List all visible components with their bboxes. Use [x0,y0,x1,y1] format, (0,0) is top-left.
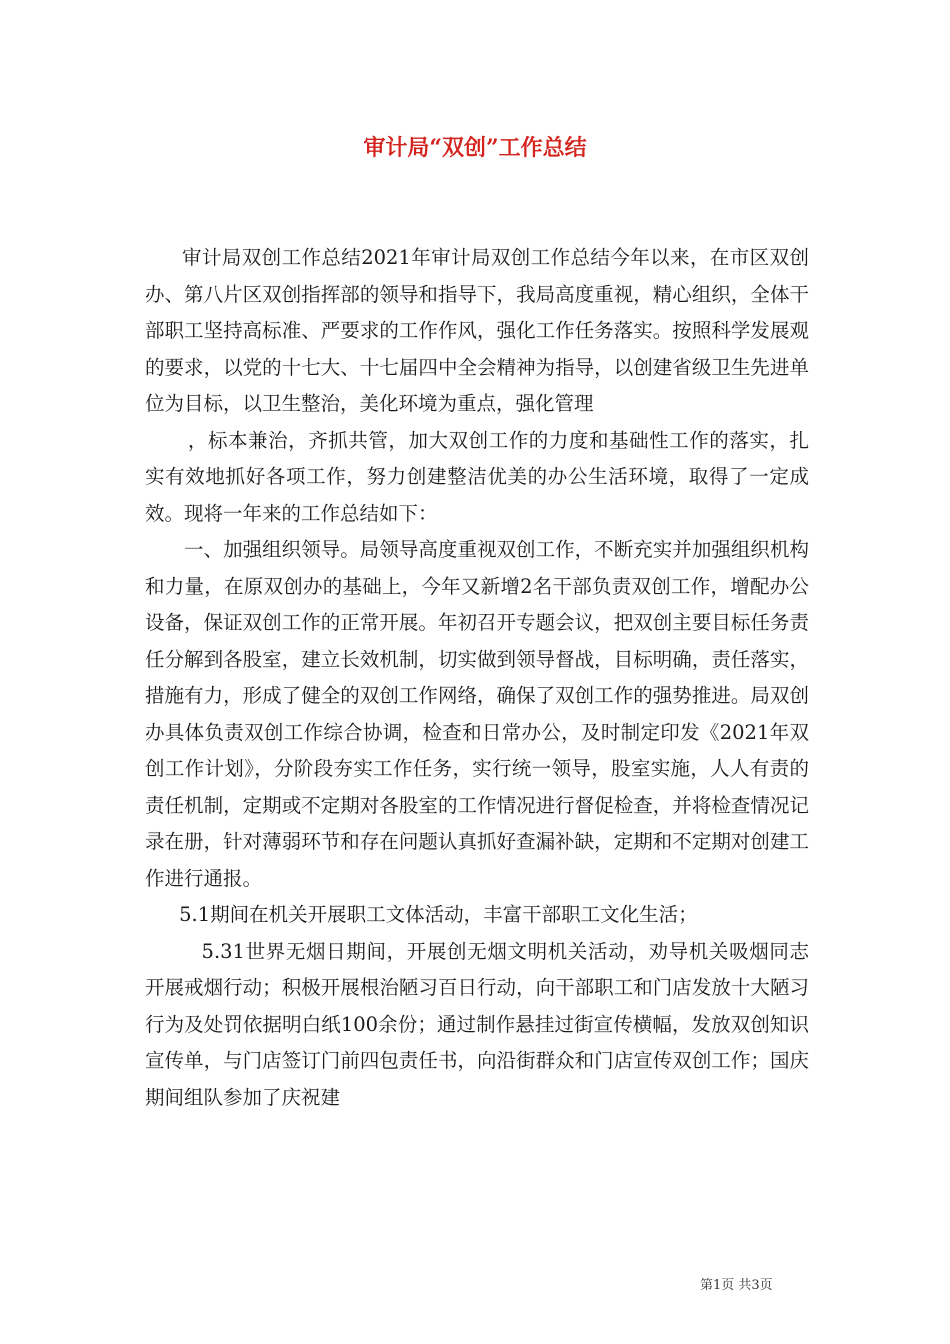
paragraph-no-smoking-day: 5.31世界无烟日期间，开展创无烟文明机关活动，劝导机关吸烟同志开展戒烟行动；积极开展根治陋习百日行动，向干部职工和门店发放十大陋习行为及处罚依据明白纸100余份；通过制作悬挂过街宣传横幅，发放双创知识宣传单，与门店签订门前四包责任书，向沿街群众和门店宣传双创工作；国庆期间组队参加了庆祝建 [145,939,809,1109]
paragraph-organization: 一、加强组织领导。局领导高度重视双创工作，不断充实并加强组织机构和力量，在原双创办的基础上，今年又新增2名干部负责双创工作，增配办公设备，保证双创工作的正常开展。年初召开专题会议，把双创主要目标任务责任分解到各股室，建立长效机制，切实做到领导督战，目标明确，责任落实，措施有力，形成了健全的双创工作网络，确保了双创工作的强势推进。局双创办具体负责双创工作综合协调，检查和日常办公，及时制定印发《2021年双创工作计划》，分阶段夯实工作任务，实行统一领导，股室实施，人人有责的责任机制，定期或不定期对各股室的工作情况进行督促检查，并将检查情况记录在册，针对薄弱环节和存在问题认真抓好查漏补缺，定期和不定期对创建工作进行通报。 [145,538,809,890]
page-number: 第1页 共3页 [700,1278,773,1293]
paragraph-continuation: ，标本兼治，齐抓共管，加大双创工作的力度和基础性工作的落实，扎实有效地抓好各项工作，努力创建整洁优美的办公生活环境，取得了一定成效。现将一年来的工作总结如下： [145,428,809,525]
document-title: 审计局“双创”工作总结 [363,135,587,161]
paragraph-intro: 审计局双创工作总结2021年审计局双创工作总结今年以来，在市区双创办、第八片区双创指挥部的领导和指导下，我局高度重视，精心组织，全体干部职工坚持高标准、严要求的工作作风，强化工作任务落实。按照科学发展观的要求，以党的十七大、十七届四中全会精神为指导，以创建省级卫生先进单位为目标，以卫生整治，美化环境为重点，强化管理 [145,246,809,415]
document-body [145,240,809,1116]
paragraph-may-first: 5.1期间在机关开展职工文体活动，丰富干部职工文化生活； [179,903,698,926]
